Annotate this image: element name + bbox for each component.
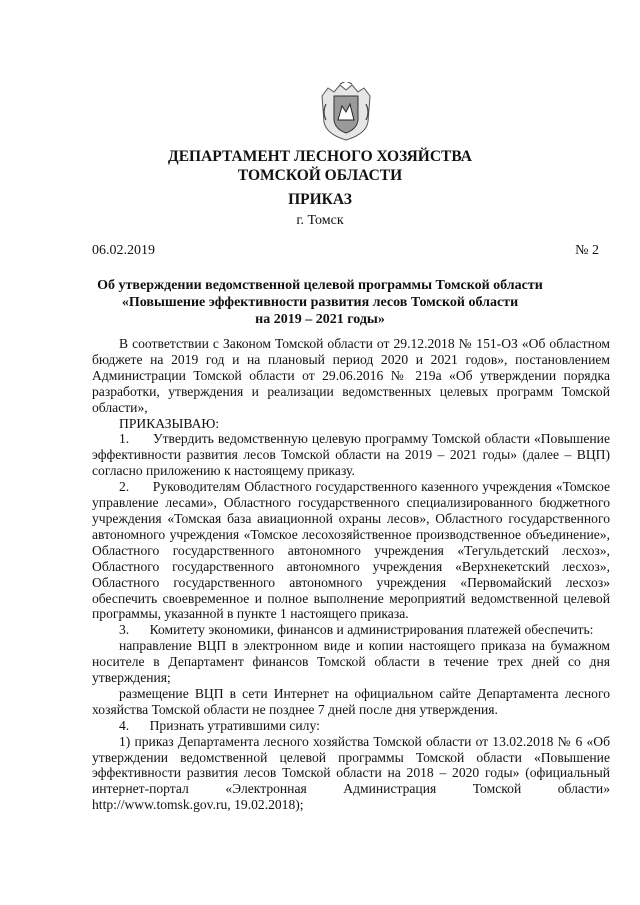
document-subject xyxy=(60,277,580,328)
document-body xyxy=(92,336,610,813)
paragraph-3b: размещение ВЦП в сети Интернет на официальном сайте Департамента лесного хозяйства Томской области не позднее 7 дней после дня утверждения. xyxy=(92,685,610,717)
city: г. Томск xyxy=(296,213,344,228)
paragraph-3a: направление ВЦП в электронном виде и копии настоящего приказа на бумажном носителе в Департамент финансов Томской области в течение трех дней со дня утверждения; xyxy=(92,638,610,686)
paragraph-1: 1. Утвердить ведомственную целевую программу Томской области «Повышение эффективности развития лесов Томской области на 2019 – 2021 годы» (далее – ВЦП) согласно приложению к настоящему приказу. xyxy=(92,431,610,479)
paragraph-4: 4. Признать утратившими силу: xyxy=(119,717,320,733)
department-line-1: ДЕПАРТАМЕНТ ЛЕСНОГО ХОЗЯЙСТВА xyxy=(168,148,472,165)
order-word: ПРИКАЗЫВАЮ: xyxy=(119,415,220,431)
paragraph-4a: 1) приказ Департамента лесного хозяйства Томской области от 13.02.2018 № 6 «Об утверждении ведомственной целевой программы Томской области «Повышение эффективности развития лесов Томской области на 2018 – 2020 годы» (официальный интернет-портал «Электронная Администрация Томской области» http://www.tomsk.gov.ru, 19.02.2018); xyxy=(92,733,610,813)
document-type: ПРИКАЗ xyxy=(288,191,352,208)
document-date: 06.02.2019 xyxy=(92,243,155,258)
department-title xyxy=(60,147,580,185)
department-line-2: ТОМСКОЙ ОБЛАСТИ xyxy=(237,167,403,184)
subject-line-3: на 2019 – 2021 годы» xyxy=(255,312,385,327)
coat-of-arms-icon xyxy=(318,82,374,142)
subject-line-1: Об утверждении ведомственной целевой программы Томской области xyxy=(97,278,543,293)
paragraph-2: 2. Руководителям Областного государственного казенного учреждения «Томское управление лесами», Областного государственного специализированного бюджетного учреждения «Томская база авиационной охраны лесов», Областного государственного автономного учреждения «Томское лесохозяйственное производственное объединение», Областного государственного автономного учреждения «Тегульдетский лесхоз», Областного государственного автономного учреждения «Верхнекетский лесхоз», Областного государственного автономного учреждения «Первомайский лесхоз» обеспечить своевременное и полное выполнение мероприятий ведомственной целевой программы, указанной в пункте 1 настоящего приказа. xyxy=(92,479,610,622)
preamble: В соответствии с Законом Томской области от 29.12.2018 № 151-ОЗ «Об областном бюджете на 2019 год и на плановый период 2020 и 2021 годов», постановлением Администрации Томской области от 29.06.2016 № 219а «Об утверждении порядка разработки, утверждения и реализации ведомственных целевых программ Томской области», xyxy=(92,336,610,415)
subject-line-2: «Повышение эффективности развития лесов Томской области xyxy=(121,295,519,310)
paragraph-3: 3. Комитету экономики, финансов и администрирования платежей обеспечить: xyxy=(119,622,594,638)
document-number: № 2 xyxy=(575,243,599,258)
